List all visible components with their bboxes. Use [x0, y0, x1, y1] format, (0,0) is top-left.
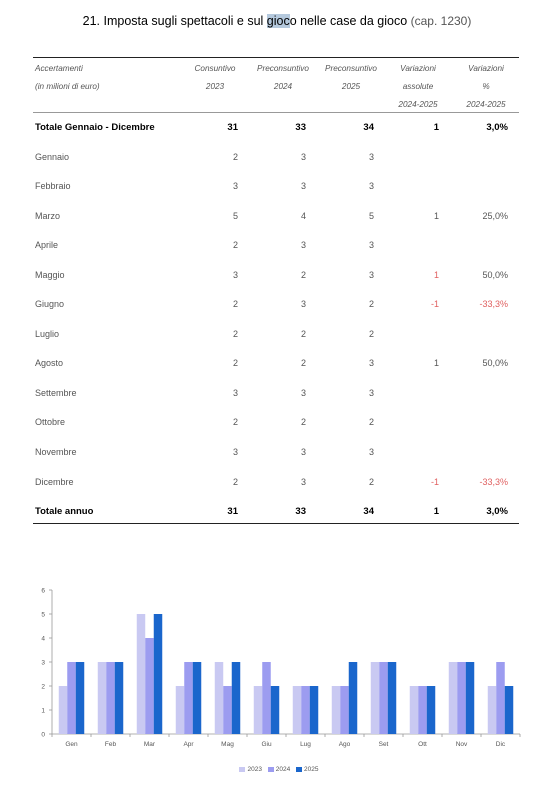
bar-2025-Nov	[466, 662, 475, 734]
row-value-3: 34	[363, 122, 374, 133]
row-value-2: 33	[295, 506, 306, 517]
row-value-5: -33,3%	[479, 477, 508, 487]
table-row	[33, 211, 519, 225]
bar-2025-Ago	[349, 662, 358, 734]
row-label: Totale Gennaio - Dicembre	[35, 122, 155, 133]
bar-2025-Lug	[310, 686, 319, 734]
bar-2024-Giu	[262, 662, 271, 734]
bar-2023-Ott	[410, 686, 419, 734]
row-value-3: 3	[368, 447, 374, 457]
y-tick-label: 3	[41, 659, 45, 667]
table-top-rule	[33, 57, 519, 58]
row-label: Aprile	[35, 240, 59, 250]
row-value-5: 25,0%	[482, 211, 508, 221]
row-value-1: 2	[232, 477, 238, 487]
bar-2024-Mar	[145, 638, 154, 734]
page-title	[0, 14, 554, 28]
row-value-3: 2	[368, 477, 374, 487]
title-text: 21. Imposta sugli spettacoli e sul	[82, 14, 267, 28]
legend-label-2023: 2023	[247, 766, 262, 773]
row-label: Marzo	[35, 211, 61, 221]
table-row	[33, 417, 519, 431]
bar-2024-Lug	[301, 686, 310, 734]
row-value-2: 3	[300, 388, 306, 398]
row-value-5: 50,0%	[482, 358, 508, 368]
row-value-5: -33,3%	[479, 299, 508, 309]
table-bottom-rule	[33, 523, 519, 524]
table-row	[33, 477, 519, 491]
bar-2024-Mag	[223, 686, 232, 734]
row-value-1: 2	[232, 152, 238, 162]
bar-2025-Gen	[76, 662, 85, 734]
row-value-2: 3	[300, 152, 306, 162]
header-accertamenti: Accertamenti (in milioni di euro)	[35, 64, 100, 91]
row-value-2: 4	[300, 211, 306, 221]
legend-swatch-2025	[296, 767, 302, 772]
row-value-4: 1	[433, 358, 439, 368]
bar-2023-Dic	[488, 686, 497, 734]
row-label: Settembre	[35, 388, 77, 398]
x-tick-label: Ott	[418, 741, 427, 748]
row-value-3: 2	[368, 417, 374, 427]
row-value-2: 3	[300, 181, 306, 191]
row-value-3: 5	[368, 211, 374, 221]
row-value-1: 2	[232, 358, 238, 368]
row-value-3: 3	[368, 181, 374, 191]
row-value-3: 3	[368, 152, 374, 162]
row-value-1: 31	[227, 122, 238, 133]
x-tick-label: Mar	[143, 741, 156, 748]
legend-swatch-2024	[268, 767, 274, 772]
row-value-4: 1	[433, 122, 439, 133]
row-value-1: 2	[232, 417, 238, 427]
row-value-2: 2	[300, 329, 306, 339]
row-value-1: 3	[232, 388, 238, 398]
row-value-1: 2	[232, 329, 238, 339]
table-row	[33, 122, 519, 136]
bar-chart	[0, 580, 554, 766]
table-row	[33, 181, 519, 195]
table-row	[33, 329, 519, 343]
table-row	[33, 506, 519, 520]
row-label: Luglio	[35, 329, 60, 339]
bar-2025-Apr	[193, 662, 202, 734]
row-value-1: 5	[232, 211, 238, 221]
bar-2023-Mag	[215, 662, 224, 734]
x-tick-label: Gen	[65, 741, 78, 748]
header-consuntivo-2023: Consuntivo 2023	[194, 64, 236, 91]
bar-2023-Nov	[449, 662, 458, 734]
row-value-5: 3,0%	[486, 506, 508, 517]
chart-legend	[0, 766, 554, 773]
row-label: Gennaio	[35, 152, 70, 162]
header-preconsuntivo-2025: Preconsuntivo 2025	[325, 64, 377, 91]
row-value-5: 50,0%	[482, 270, 508, 280]
bar-2023-Giu	[254, 686, 263, 734]
x-tick-label: Dic	[495, 741, 506, 748]
row-value-4: -1	[430, 477, 439, 487]
y-tick-label: 1	[41, 707, 45, 715]
y-tick-label: 5	[41, 611, 45, 619]
bar-2024-Gen	[67, 662, 76, 734]
bar-2025-Set	[388, 662, 397, 734]
x-tick-label: Mag	[221, 741, 234, 748]
bar-2023-Feb	[98, 662, 107, 734]
row-label: Giugno	[35, 299, 65, 309]
x-tick-label: Ago	[338, 741, 351, 748]
title-chapter: (cap. 1230)	[410, 14, 472, 28]
row-value-2: 3	[300, 240, 306, 250]
table-row	[33, 299, 519, 313]
bar-2025-Mar	[154, 614, 163, 734]
row-value-1: 3	[232, 447, 238, 457]
x-tick-label: Feb	[104, 741, 117, 748]
row-value-2: 2	[300, 358, 306, 368]
header-variazioni-assolute: Variazioni assolute 2024-2025	[398, 64, 438, 109]
row-value-2: 33	[295, 122, 306, 133]
x-tick-label: Apr	[183, 741, 194, 748]
row-label: Maggio	[35, 270, 65, 280]
header-preconsuntivo-2024: Preconsuntivo 2024	[257, 64, 309, 91]
table-row	[33, 270, 519, 284]
bar-2023-Apr	[176, 686, 185, 734]
row-value-3: 3	[368, 240, 374, 250]
row-value-4: 1	[433, 211, 439, 221]
bar-2024-Nov	[457, 662, 466, 734]
legend-swatch-2023	[239, 767, 245, 772]
row-value-3: 2	[368, 299, 374, 309]
row-value-3: 3	[368, 270, 374, 280]
bar-2023-Gen	[59, 686, 68, 734]
bar-2024-Dic	[496, 662, 505, 734]
bar-2025-Dic	[505, 686, 514, 734]
y-tick-label: 0	[41, 731, 45, 739]
row-value-3: 3	[368, 358, 374, 368]
y-tick-label: 2	[41, 683, 45, 691]
row-value-4: -1	[430, 299, 439, 309]
legend-label-2024: 2024	[275, 766, 291, 773]
bar-2025-Feb	[115, 662, 124, 734]
x-tick-label: Lug	[300, 741, 311, 748]
table-row	[33, 152, 519, 166]
row-value-2: 3	[300, 447, 306, 457]
bar-2025-Ott	[427, 686, 436, 734]
row-value-3: 2	[368, 329, 374, 339]
row-value-1: 2	[232, 240, 238, 250]
bar-2024-Set	[379, 662, 388, 734]
row-label: Ottobre	[35, 417, 66, 427]
row-value-5: 3,0%	[486, 122, 508, 133]
bar-2024-Ago	[340, 686, 349, 734]
x-tick-label: Set	[378, 741, 389, 748]
bar-2024-Ott	[418, 686, 427, 734]
row-value-1: 31	[227, 506, 238, 517]
y-tick-label: 4	[41, 635, 45, 643]
row-label: Febbraio	[35, 181, 71, 191]
header-bottom-rule	[33, 112, 519, 113]
table-row	[33, 447, 519, 461]
bar-2024-Feb	[106, 662, 115, 734]
legend-label-2025: 2025	[304, 766, 319, 773]
bar-2024-Apr	[184, 662, 193, 734]
row-value-4: 1	[433, 270, 439, 280]
row-label: Dicembre	[35, 477, 74, 487]
row-value-4: 1	[433, 506, 439, 517]
x-tick-label: Nov	[455, 741, 468, 748]
row-value-2: 2	[300, 270, 306, 280]
bar-2023-Mar	[137, 614, 146, 734]
row-value-1: 3	[232, 270, 238, 280]
table-row	[33, 388, 519, 402]
row-value-1: 3	[232, 181, 238, 191]
table-row	[33, 358, 519, 372]
bar-2023-Lug	[293, 686, 302, 734]
row-value-2: 3	[300, 299, 306, 309]
bar-2025-Giu	[271, 686, 280, 734]
bar-2025-Mag	[232, 662, 241, 734]
row-value-2: 3	[300, 477, 306, 487]
title-text-end: o nelle case da gioco	[289, 14, 408, 28]
header-variazioni-percentuali: Variazioni % 2024-2025	[466, 64, 506, 109]
x-tick-label: Giu	[261, 741, 272, 748]
row-label: Totale annuo	[35, 506, 94, 517]
table-row	[33, 240, 519, 254]
row-label: Novembre	[35, 447, 77, 457]
bar-2023-Ago	[332, 686, 341, 734]
title-highlight: gioc	[266, 14, 290, 28]
row-value-1: 2	[232, 299, 238, 309]
row-value-2: 2	[300, 417, 306, 427]
y-tick-label: 6	[41, 587, 45, 595]
bar-2023-Set	[371, 662, 380, 734]
row-value-3: 34	[363, 506, 374, 517]
row-label: Agosto	[35, 358, 64, 368]
row-value-3: 3	[368, 388, 374, 398]
